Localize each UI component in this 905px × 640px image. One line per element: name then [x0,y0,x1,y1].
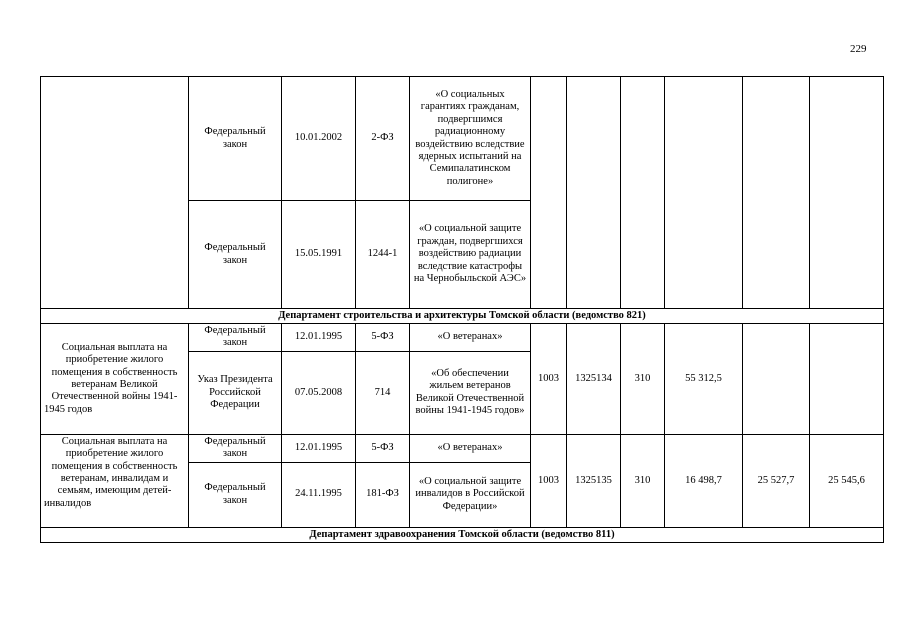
department-heading-821: Департамент строительства и архитектуры Томской области (ведомство 821) [41,309,884,324]
table-row [41,324,884,352]
act-type-cell: Указ Президента Российской Федерации [189,351,282,434]
expense-type-cell: 310 [621,324,665,435]
section-cell: 1003 [531,324,567,435]
act-date-cell: 12.01.1995 [282,434,356,462]
section-cell: 1003 [531,434,567,527]
value-cell-3 [810,324,884,435]
page-number: 229 [850,43,867,55]
act-type-cell: Федеральный закон [189,324,282,352]
act-number-cell: 5-ФЗ [356,324,410,352]
table-row [41,77,884,201]
act-type-cell: Федеральный закон [189,201,282,309]
act-name-cell: «О ветеранах» [410,324,531,352]
department-row [41,527,884,542]
act-type-cell: Федеральный закон [189,434,282,462]
act-number-cell: 2-ФЗ [356,77,410,201]
act-date-cell: 10.01.2002 [282,77,356,201]
section-cell [531,77,567,309]
purpose-cell-continuation [41,77,189,309]
target-article-cell: 1325135 [567,434,621,527]
purpose-cell: Социальная выплата на приобретение жилого помещения в собственность ветеранам Великой Отечественной войны 1941-1945 годов [41,324,189,435]
act-type-cell: Федеральный закон [189,462,282,527]
value-cell-2 [743,77,810,309]
value-cell-2: 25 527,7 [743,434,810,527]
act-number-cell: 5-ФЗ [356,434,410,462]
department-heading-811: Департамент здравоохранения Томской области (ведомство 811) [41,527,884,542]
purpose-cell: Социальная выплата на приобретение жилого помещения в собственность ветеранам, инвалидам и семьям, имеющим детей-инвалидов [41,434,189,527]
expense-type-cell [621,77,665,309]
target-article-cell: 1325134 [567,324,621,435]
act-date-cell: 12.01.1995 [282,324,356,352]
target-article-cell [567,77,621,309]
act-name-cell: «О социальной защите граждан, подвергшихся воздействию радиации вследствие катастрофы на Чернобыльской АЭС» [410,201,531,309]
act-number-cell: 181-ФЗ [356,462,410,527]
value-cell-3: 25 545,6 [810,434,884,527]
act-type-cell: Федеральный закон [189,77,282,201]
value-cell-1: 16 498,7 [665,434,743,527]
act-date-cell: 15.05.1991 [282,201,356,309]
act-name-cell: «О социальной защите инвалидов в Российской Федерации» [410,462,531,527]
act-number-cell: 1244-1 [356,201,410,309]
budget-obligations-table [40,76,884,543]
table-row [41,434,884,462]
act-name-cell: «О ветеранах» [410,434,531,462]
value-cell-3 [810,77,884,309]
act-date-cell: 24.11.1995 [282,462,356,527]
act-number-cell: 714 [356,351,410,434]
department-row [41,309,884,324]
value-cell-1: 55 312,5 [665,324,743,435]
expense-type-cell: 310 [621,434,665,527]
act-date-cell: 07.05.2008 [282,351,356,434]
value-cell-1 [665,77,743,309]
act-name-cell: «О социальных гарантиях гражданам, подвергшимся радиационному воздействию вследствие ядерных испытаний на Семипалатинском полигоне» [410,77,531,201]
value-cell-2 [743,324,810,435]
act-name-cell: «Об обеспечении жильем ветеранов Великой Отечественной войны 1941-1945 годов» [410,351,531,434]
